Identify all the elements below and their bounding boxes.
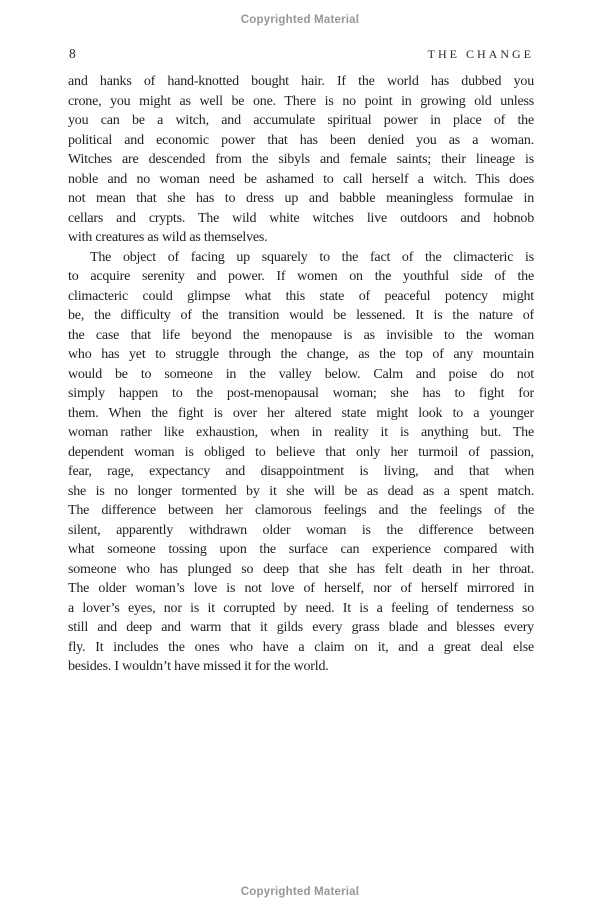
text-line: woman rather like exhaustion, when in reality it is anything but. The <box>68 425 534 440</box>
text-line: The difference between her clamorous feelings and the feelings of the <box>68 503 534 518</box>
copyright-notice-bottom: Copyrighted Material <box>240 886 360 898</box>
text-line: fear, rage, expectancy and disappointment is living, and that when <box>68 464 534 479</box>
text-line: who has yet to struggle through the change, as the top of any mountain <box>68 347 534 362</box>
text-line: The older woman’s love is not love of herself, nor of herself mirrored in <box>68 581 534 596</box>
page-number: 8 <box>69 46 76 61</box>
text-line: with creatures as wild as themselves. <box>68 230 268 245</box>
paragraph <box>68 72 534 248</box>
text-line: climacteric could glimpse what this state of peaceful potency might <box>68 288 534 304</box>
text-line: someone who has plunged so deep that she has felt death in her throat. <box>68 561 534 577</box>
text-line: you can be a witch, and accumulate spiritual power in place of the <box>68 113 534 128</box>
text-line: would be to someone in the valley below. Calm and poise do not <box>68 366 534 382</box>
text-line: besides. I wouldn’t have missed it for the world. <box>68 659 329 674</box>
text-line: dependent woman is obliged to believe that only her turmoil of passion, <box>68 444 534 460</box>
copyright-notice-top: Copyrighted Material <box>240 14 360 26</box>
page-header <box>69 46 534 62</box>
paragraph <box>68 248 534 677</box>
text-line: political and economic power that has been denied you as a woman. <box>68 132 534 148</box>
text-line: a lover’s eyes, nor is it corrupted by need. It is a feeling of tenderness so <box>68 600 534 616</box>
text-line: cellars and crypts. The wild white witches live outdoors and hobnob <box>68 210 534 226</box>
running-title: THE CHANGE <box>427 47 534 61</box>
text-line: be, the difficulty of the transition would be lessened. It is the nature of <box>68 308 534 323</box>
text-line: fly. It includes the ones who have a claim on it, and a great deal else <box>68 639 534 655</box>
text-line: still and deep and warm that it gilds every grass blade and blesses every <box>68 620 534 635</box>
text-line: and hanks of hand-knotted bought hair. If the world has dubbed you <box>68 74 534 89</box>
text-line: silent, apparently withdrawn older woman is the difference between <box>68 522 534 538</box>
text-line: simply happen to the post-menopausal woman; she has to fight for <box>68 386 534 401</box>
text-line: noble and no woman need be ashamed to call herself a witch. This does <box>68 171 534 187</box>
text-line: them. When the fight is over her altered state might look to a younger <box>68 405 534 421</box>
body-text <box>68 72 534 677</box>
text-line: the case that life beyond the menopause is as invisible to the woman <box>68 327 534 343</box>
text-line: she is no longer tormented by it she will be as dead as a spent match. <box>68 483 534 499</box>
text-line: not mean that she has to dress up and babble meaningless formulae in <box>68 191 534 206</box>
text-line: to acquire serenity and power. If women on the youthful side of the <box>68 269 534 284</box>
text-line: The object of facing up squarely to the fact of the climacteric is <box>90 249 534 265</box>
text-line: Witches are descended from the sibyls and female saints; their lineage is <box>68 152 534 167</box>
text-line: what someone tossing upon the surface can experience compared with <box>68 542 534 557</box>
text-line: crone, you might as well be one. There is no point in growing old unless <box>68 93 534 109</box>
